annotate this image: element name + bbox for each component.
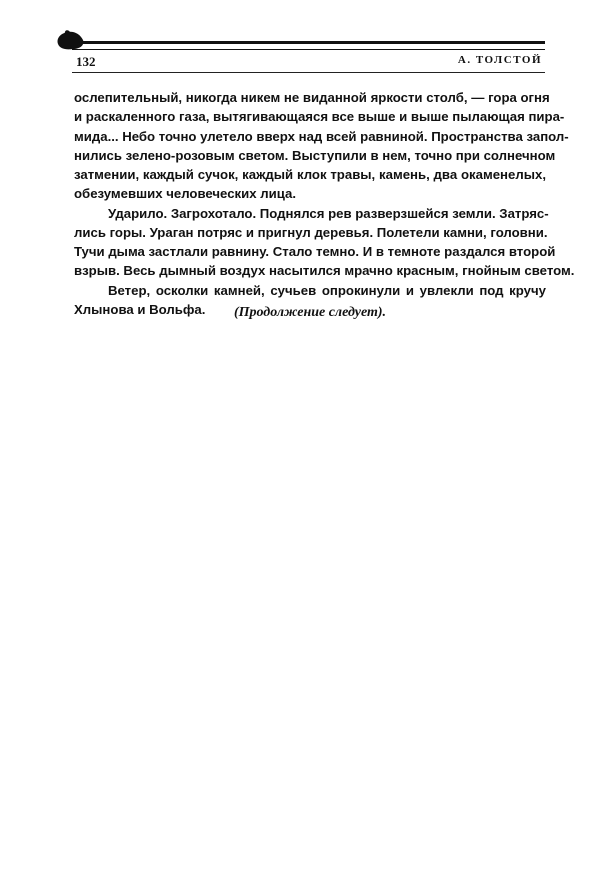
header-thick-rule [72,41,545,44]
text-line: Ветер, осколки камней, сучьев опрокинули и увлекли под кручу [108,282,546,298]
body-text [74,88,575,319]
continuation-note: (Продолжение следует). [233,305,387,320]
text-line: и раскаленного газа, вытягивающаяся все выше и выше пылающая пира- [74,109,565,125]
text-line: взрыв. Весь дымный воздух насытился мрачно красным, гнойным светом. [74,263,575,279]
running-head-rule [72,72,545,73]
text-line: Тучи дыма застлали равнину. Стало темно. И в темноте раздался второй [74,244,556,259]
text-line: Хлынова и Вольфа. [74,301,206,317]
running-head-author: А. ТОЛСТОЙ [457,54,542,66]
header-thin-rule [72,49,545,50]
text-line: затмении, каждый сучок, каждый клок травы, камень, два окаменелых, [74,167,546,182]
text-line: мида... Небо точно улетело вверх над всей равниной. Пространства запол- [74,128,569,144]
text-line: Ударило. Загрохотало. Поднялся рев разверзшейся земли. Затряс- [108,205,549,221]
text-line: нились зелено-розовым светом. Выступили в нем, точно при солнечном [74,147,556,163]
page-number: 132 [76,54,96,69]
running-head [76,54,544,72]
text-line: лись горы. Ураган потряс и пригнул деревья. Полетели камни, головни. [74,224,548,240]
text-line: ослепительный, никогда никем не виданной яркости столб, — гора огня [74,90,550,105]
text-line: обезумевших человеческих лица. [74,186,297,202]
